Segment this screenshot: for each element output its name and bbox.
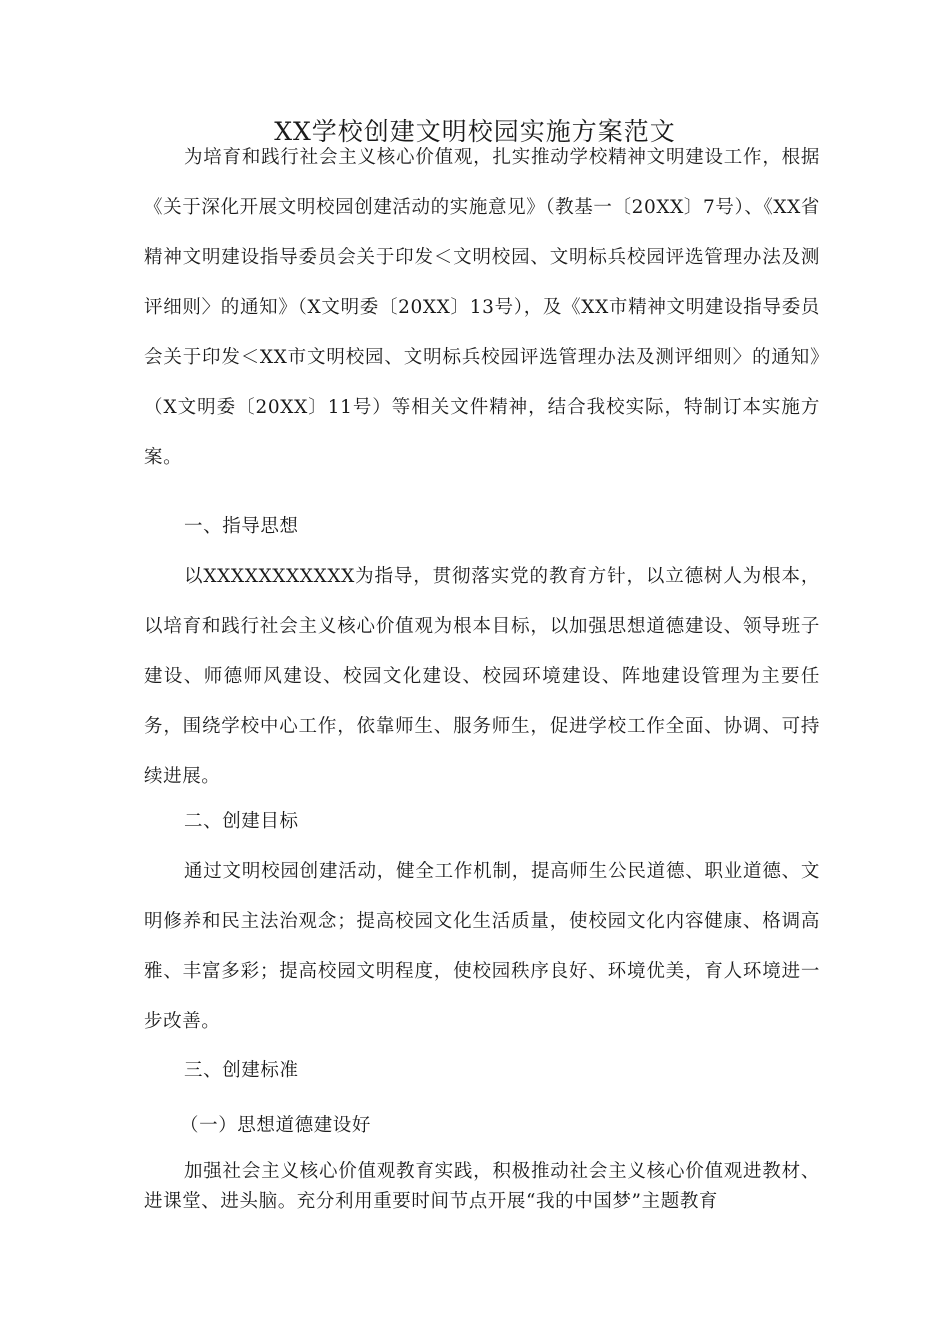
subsection-heading-moral: （一）思想道德建设好 xyxy=(180,1115,372,1136)
section-heading-standards: 三、创建标准 xyxy=(184,1060,299,1081)
subsection-paragraph-moral: 加强社会主义核心价值观教育实践，积极推动社会主义核心价值观进教材、进课堂、进头脑。充分利用重要时间节点开展“我的中国梦”主题教育 xyxy=(144,1161,820,1212)
section-paragraph-goals: 通过文明校园创建活动，健全工作机制，提高师生公民道德、职业道德、文明修养和民主法治观念；提高校园文化生活质量，使校园文化内容健康、格调高雅、丰富多彩；提高校园文明程度，使校园秩序良好、环境优美，育人环境进一步改善。 xyxy=(144,861,820,1032)
section-heading-goals: 二、创建目标 xyxy=(184,811,299,832)
document-title: XX学校创建文明校园实施方案范文 xyxy=(274,117,676,146)
section-heading-guiding-thought: 一、指导思想 xyxy=(184,516,299,537)
section-paragraph-guiding-thought: 以XXXXXXXXXXX为指导，贯彻落实党的教育方针，以立德树人为根本，以培育和践行社会主义核心价值观为根本目标，以加强思想道德建设、领导班子建设、师德师风建设、校园文化建设、校园环境建设、阵地建设管理为主要任务，围绕学校中心工作，依靠师生、服务师生，促进学校工作全面、协调、可持续进展。 xyxy=(144,566,820,787)
intro-paragraph: 为培育和践行社会主义核心价值观，扎实推动学校精神文明建设工作，根据《关于深化开展文明校园创建活动的实施意见》（教基一〔20XX〕7号）、《XX省精神文明建设指导委员会关于印发＜文明校园、文明标兵校园评选管理办法及测评细则〉的通知》（X文明委〔20XX〕13号），及《XX市精神文明建设指导委员会关于印发＜XX市文明校园、文明标兵校园评选管理办法及测评细则〉的通知》（X文明委〔20XX〕11号）等相关文件精神，结合我校实际，特制订本实施方案。 xyxy=(144,147,820,468)
